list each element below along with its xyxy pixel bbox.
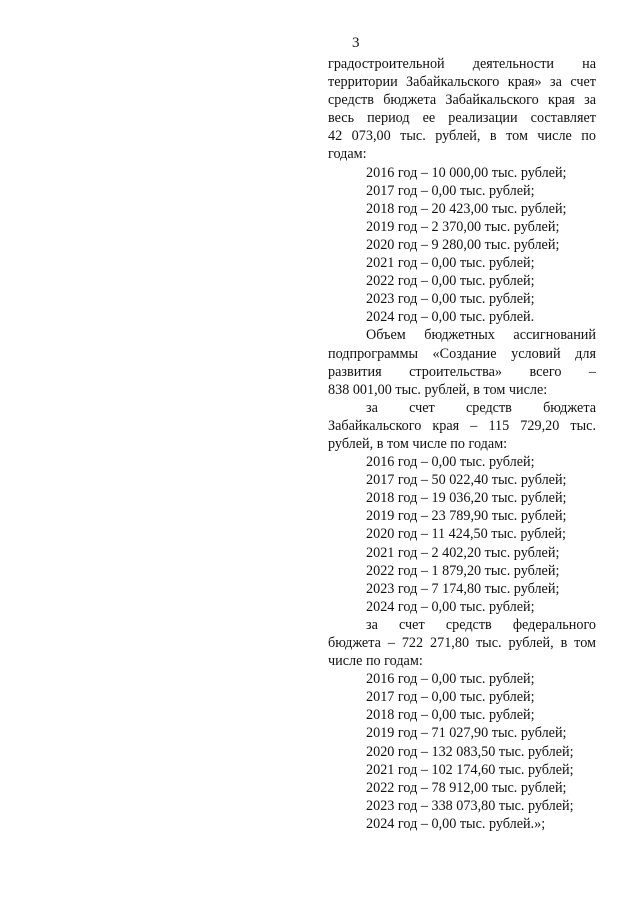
text-line: за счет средств бюджета — [366, 399, 596, 416]
text-line: рублей, в том числе по годам: — [328, 435, 508, 452]
page-number: 3 — [352, 35, 360, 51]
text-line: 2016 год – 10 000,00 тыс. рублей; — [366, 164, 567, 181]
text-line: 2017 год – 0,00 тыс. рублей; — [366, 689, 535, 706]
text-line: средств бюджета Забайкальского края за — [328, 92, 596, 109]
text-line: числе по годам: — [328, 653, 423, 670]
text-line: 2017 год – 0,00 тыс. рублей; — [366, 182, 535, 199]
text-line: 42 073,00 тыс. рублей, в том числе по — [328, 128, 596, 145]
text-line: годам: — [328, 146, 367, 163]
text-line: Забайкальского края – 115 729,20 тыс. — [328, 417, 596, 434]
text-line: 2023 год – 338 073,80 тыс. рублей; — [366, 797, 574, 814]
text-line: 2023 год – 0,00 тыс. рублей; — [366, 291, 535, 308]
text-line: 2018 год – 0,00 тыс. рублей; — [366, 707, 535, 724]
text-line: подпрограммы «Создание условий для — [328, 345, 596, 362]
text-line: 2023 год – 7 174,80 тыс. рублей; — [366, 580, 560, 597]
text-line: 2021 год – 2 402,20 тыс. рублей; — [366, 544, 560, 561]
text-line: 2020 год – 132 083,50 тыс. рублей; — [366, 743, 574, 760]
text-line: весь период ее реализации составляет — [328, 110, 596, 127]
text-line: 2024 год – 0,00 тыс. рублей; — [366, 598, 535, 615]
text-line: 2016 год – 0,00 тыс. рублей; — [366, 454, 535, 471]
text-line: 2020 год – 11 424,50 тыс. рублей; — [366, 526, 566, 543]
text-line: 2022 год – 78 912,00 тыс. рублей; — [366, 779, 567, 796]
text-line: градостроительной деятельности на — [328, 56, 596, 72]
text-line: 2021 год – 102 174,60 тыс. рублей; — [366, 761, 574, 778]
body-text-column — [328, 55, 596, 833]
text-line: за счет средств федерального — [366, 616, 596, 633]
text-line: 2016 год – 0,00 тыс. рублей; — [366, 671, 535, 688]
text-line: 2019 год – 23 789,90 тыс. рублей; — [366, 508, 567, 525]
text-line: 2021 год – 0,00 тыс. рублей; — [366, 255, 535, 272]
text-line: 2024 год – 0,00 тыс. рублей. — [366, 309, 535, 326]
text-line: 2019 год – 2 370,00 тыс. рублей; — [366, 218, 560, 235]
text-line: 2022 год – 0,00 тыс. рублей; — [366, 273, 535, 290]
text-line: 838 001,00 тыс. рублей, в том числе: — [328, 381, 548, 398]
text-line: бюджета – 722 271,80 тыс. рублей, в том — [328, 635, 596, 651]
text-line: 2022 год – 1 879,20 тыс. рублей; — [366, 562, 560, 579]
text-line: 2018 год – 19 036,20 тыс. рублей; — [366, 490, 567, 507]
text-line: 2018 год – 20 423,00 тыс. рублей; — [366, 200, 567, 217]
text-line: территории Забайкальского края» за счет — [328, 74, 596, 91]
text-line: 2019 год – 71 027,90 тыс. рублей; — [366, 725, 567, 742]
text-line: 2020 год – 9 280,00 тыс. рублей; — [366, 236, 560, 253]
text-line: 2017 год – 50 022,40 тыс. рублей; — [366, 472, 567, 489]
text-line: Объем бюджетных ассигнований — [366, 327, 596, 344]
text-line: развития строительства» всего – — [328, 363, 596, 380]
text-line: 2024 год – 0,00 тыс. рублей.»; — [366, 815, 546, 832]
